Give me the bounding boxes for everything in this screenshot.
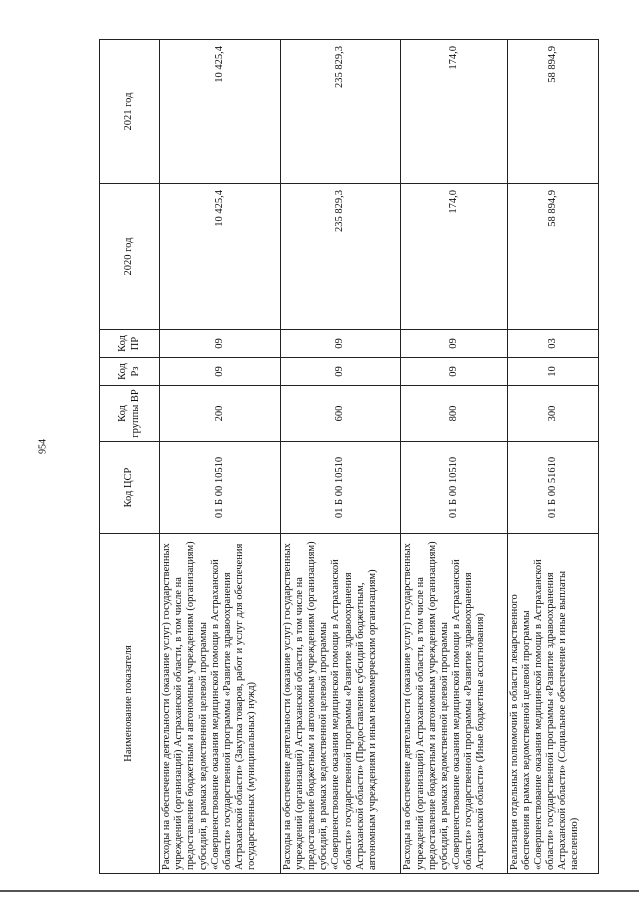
header-pr: Код ПР xyxy=(100,330,160,358)
row-2020: 58 894,9 xyxy=(507,184,598,330)
row-2020: 174,0 xyxy=(401,184,507,330)
row-name: Расходы на обеспечение деятельности (оказание услуг) государственных учреждений (организаций) Астраханской области, в том числе на предоставление бюджетным и автономным учреждениям (организациям) субсидий, в рамках ведомственной целевой программы «Совершенствование оказания медицинской помощи в Астраханской области» государственной программы «Развитие здравоохранения Астраханской области» (Закупка товаров, работ и услуг для обеспечения государственных (муниципальных) нужд) xyxy=(160,534,281,874)
row-name: Реализация отдельных полномочий в области лекарственного обеспечения в рамках ведомственной целевой программы «Совершенствование оказания медицинской помощи в Астраханской области» государственной программы «Развитие здравоохранения Астраханской области» (Социальное обеспечение и иные выплаты населению) xyxy=(507,534,598,874)
table-row xyxy=(160,40,281,874)
row-pr: 09 xyxy=(160,330,281,358)
table-row xyxy=(280,40,401,874)
row-2021: 235 829,3 xyxy=(280,40,401,184)
table-row xyxy=(401,40,507,874)
row-pr: 09 xyxy=(280,330,401,358)
row-2021: 10 425,4 xyxy=(160,40,281,184)
row-2020: 10 425,4 xyxy=(160,184,281,330)
header-rz: Код Рз xyxy=(100,358,160,386)
header-2021: 2021 год xyxy=(100,40,160,184)
row-rz: 09 xyxy=(280,358,401,386)
header-name: Наименование показателя xyxy=(100,534,160,874)
row-csr: 01 Б 00 10510 xyxy=(160,442,281,534)
row-vr: 600 xyxy=(280,386,401,442)
rotated-page xyxy=(99,40,599,874)
row-vr: 800 xyxy=(401,386,507,442)
row-vr: 200 xyxy=(160,386,281,442)
row-rz: 09 xyxy=(160,358,281,386)
header-vr: Код группы ВР xyxy=(100,386,160,442)
row-pr: 09 xyxy=(401,330,507,358)
header-2020: 2020 год xyxy=(100,184,160,330)
row-vr: 300 xyxy=(507,386,598,442)
row-name: Расходы на обеспечение деятельности (оказание услуг) государственных учреждений (организаций) Астраханской области, в том числе на предоставление бюджетным и автономным учреждениям (организациям) субсидий, в рамках ведомственной целевой программы «Совершенствование оказания медицинской помощи в Астраханской области» государственной программы «Развитие здравоохранения Астраханской области» (Предоставление субсидий бюджетным, автономным учреждениям и иным некоммерческим организациям) xyxy=(280,534,401,874)
table-row xyxy=(507,40,598,874)
row-csr: 01 Б 00 51610 xyxy=(507,442,598,534)
row-csr: 01 Б 00 10510 xyxy=(280,442,401,534)
row-rz: 10 xyxy=(507,358,598,386)
header-csr: Код ЦСР xyxy=(100,442,160,534)
budget-table xyxy=(99,39,599,874)
row-2021: 174,0 xyxy=(401,40,507,184)
row-csr: 01 Б 00 10510 xyxy=(401,442,507,534)
header-row xyxy=(100,40,160,874)
row-rz: 09 xyxy=(401,358,507,386)
row-2021: 58 894,9 xyxy=(507,40,598,184)
row-name: Расходы на обеспечение деятельности (оказание услуг) государственных учреждений (организаций) Астраханской области, в том числе на предоставление бюджетным и автономным учреждениям (организациям) субсидий, в рамках ведомственной целевой программы «Совершенствование оказания медицинской помощи в Астраханской области» государственной программы «Развитие здравоохранения Астраханской области» (Иные бюджетные ассигнования) xyxy=(401,534,507,874)
row-2020: 235 829,3 xyxy=(280,184,401,330)
page-number: 954 xyxy=(37,439,49,454)
table-container xyxy=(99,40,599,874)
scan-edge-line xyxy=(0,890,639,892)
row-pr: 03 xyxy=(507,330,598,358)
